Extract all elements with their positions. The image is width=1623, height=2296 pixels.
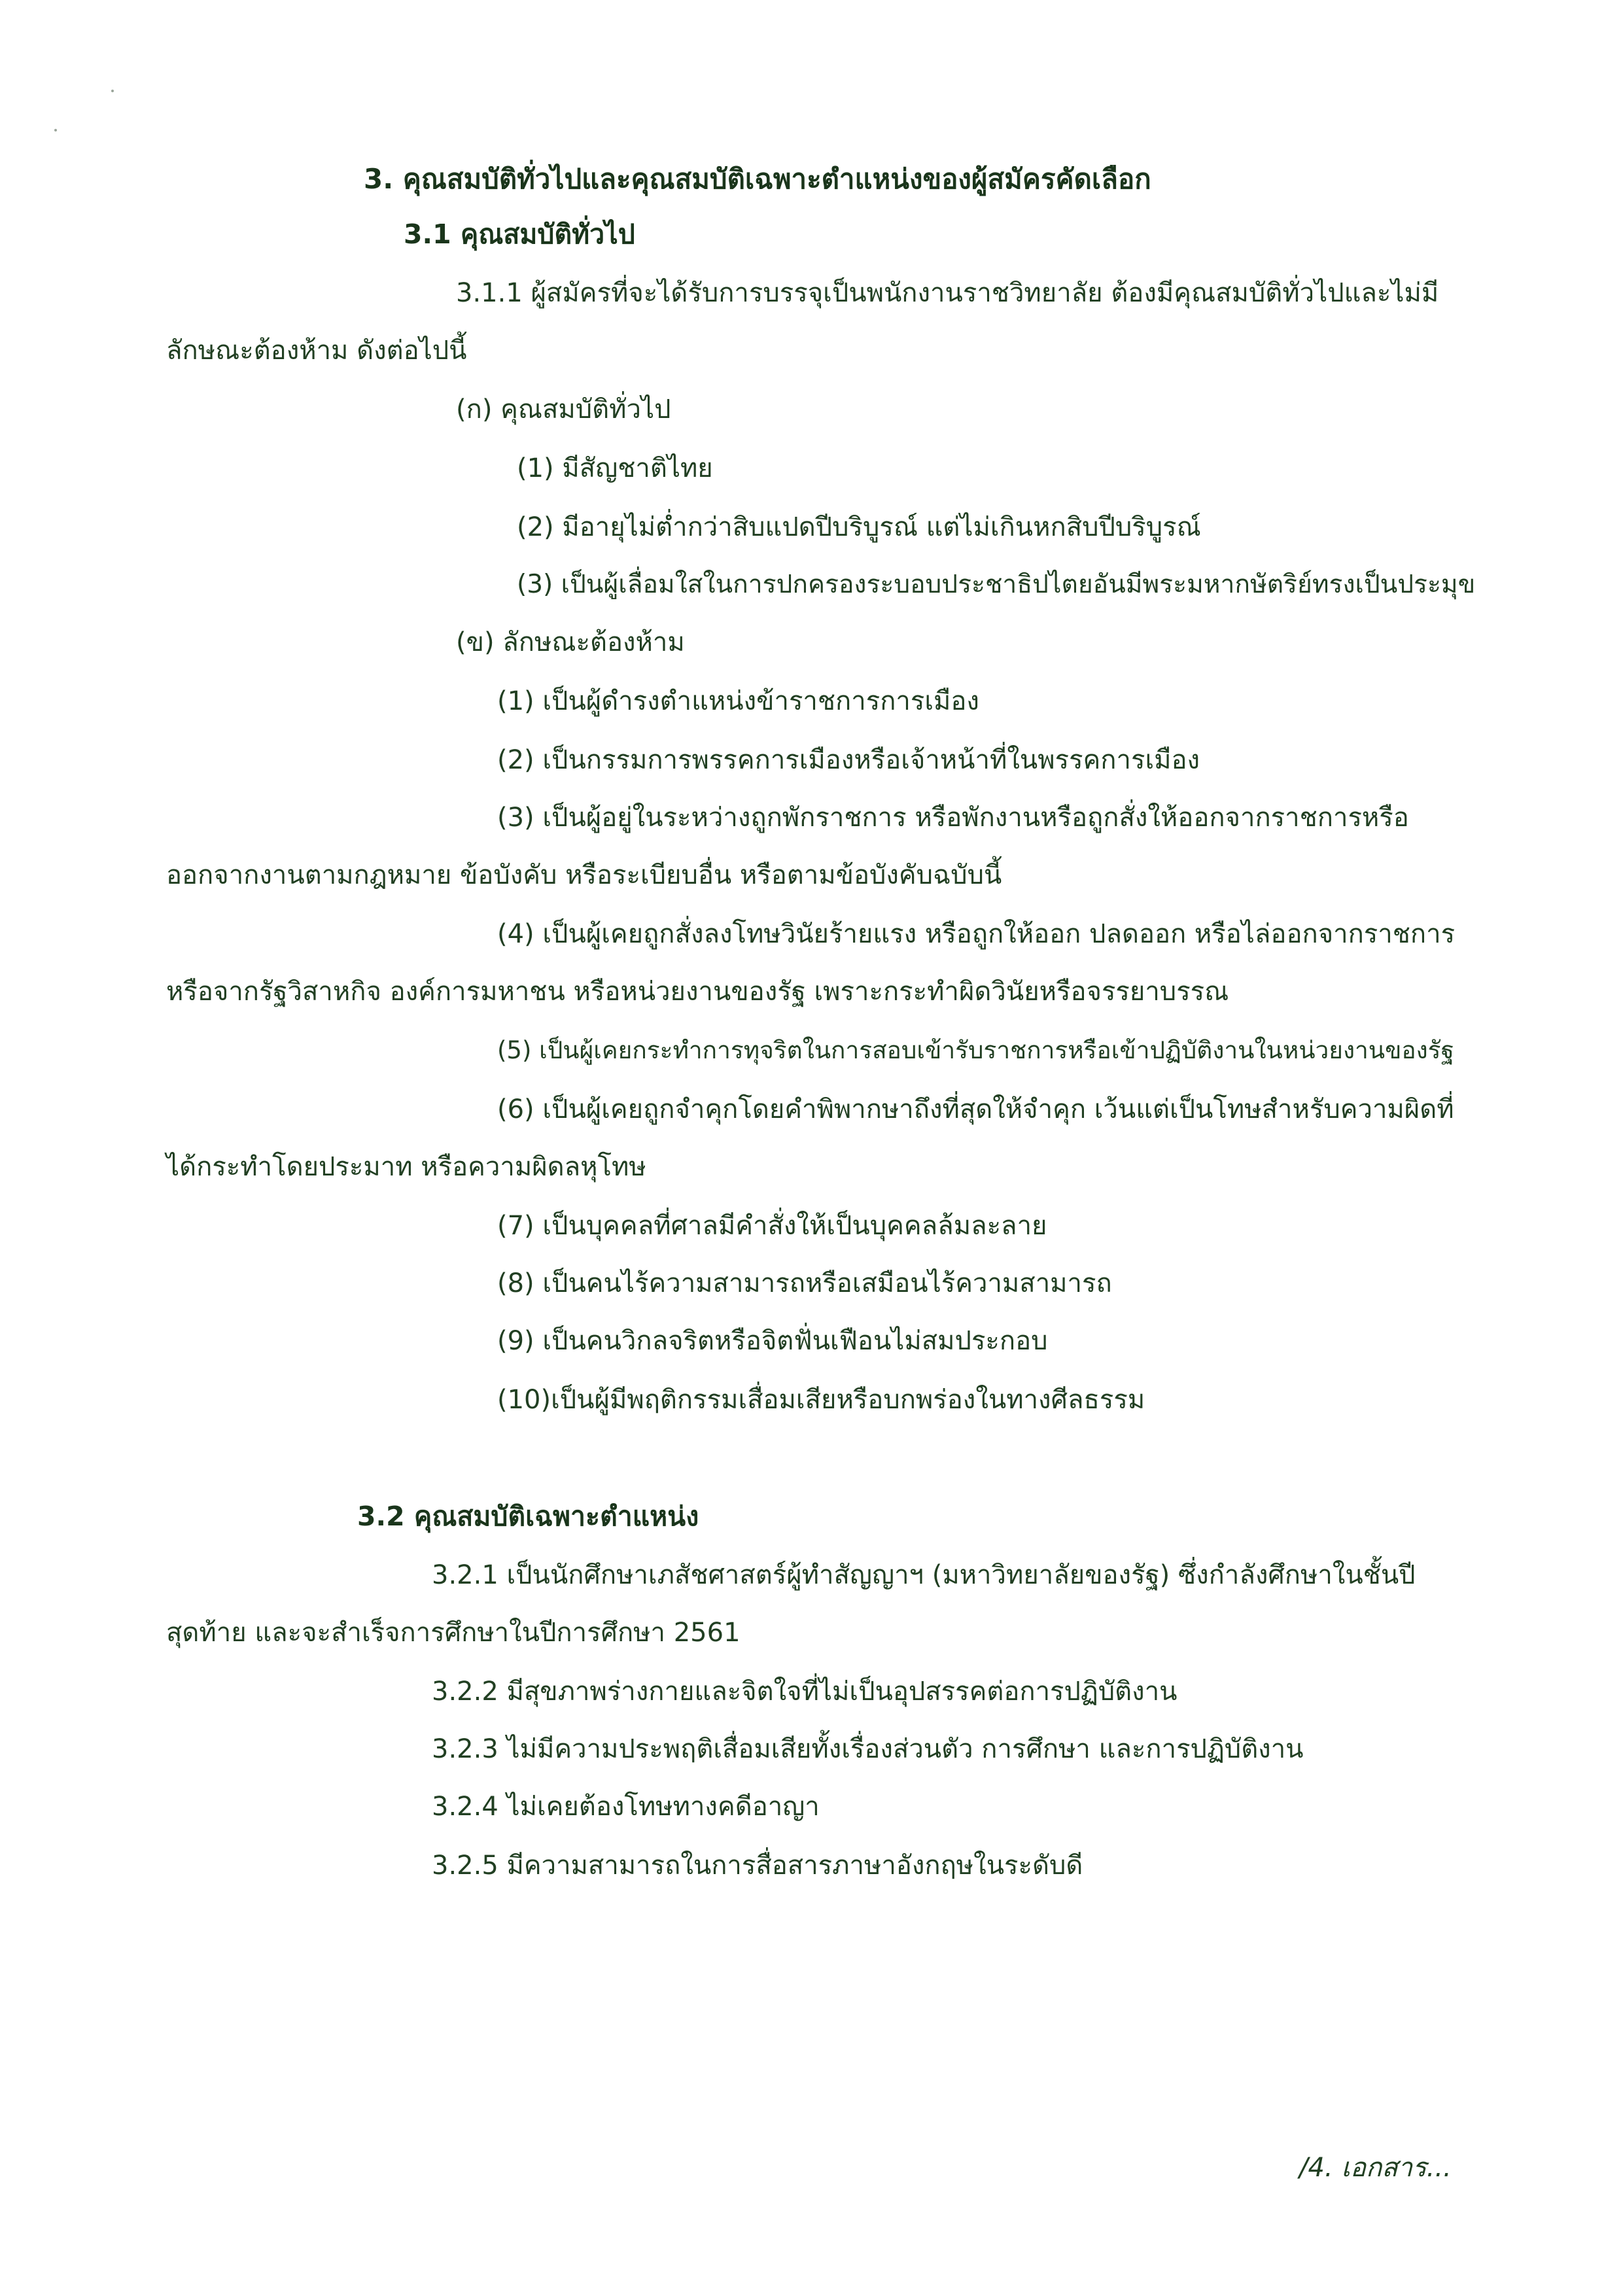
clause-3-2-1-line2: สุดท้าย และจะสำเร็จการศึกษาในปีการศึกษา 2561	[166, 1618, 741, 1648]
scan-speck	[111, 90, 114, 92]
group-a-item-3: (3) เป็นผู้เลื่อมใสในการปกครองระบอบประชาธิปไตยอันมีพระมหากษัตริย์ทรงเป็นประมุข	[517, 570, 1476, 599]
group-b-item-4-line2: หรือจากรัฐวิสาหกิจ องค์การมหาชน หรือหน่วยงานของรัฐ เพราะกระทำผิดวินัยหรือจรรยาบรรณ	[166, 977, 1229, 1007]
clause-3-2-1-line1: 3.2.1 เป็นนักศึกษาเภสัชศาสตร์ผู้ทำสัญญาฯ (มหาวิทยาลัยของรัฐ) ซึ่งกำลังศึกษาในชั้นปี	[432, 1560, 1416, 1590]
group-a-item-1: (1) มีสัญชาติไทย	[517, 453, 713, 483]
group-b-item-7: (7) เป็นบุคคลที่ศาลมีคำสั่งให้เป็นบุคคลล้มละลาย	[497, 1211, 1047, 1241]
section-3-heading: 3. คุณสมบัติทั่วไปและคุณสมบัติเฉพาะตำแหน่งของผู้สมัครคัดเลือก	[364, 163, 1151, 195]
group-a-item-2: (2) มีอายุไม่ต่ำกว่าสิบแปดปีบริบูรณ์ แต่ไม่เกินหกสิบปีบริบูรณ์	[517, 512, 1201, 542]
group-b-item-9: (9) เป็นคนวิกลจริตหรือจิตฟั่นเฟือนไม่สมประกอบ	[497, 1326, 1048, 1356]
continuation-marker: /4. เอกสาร...	[1299, 2153, 1452, 2183]
group-b-item-10: (10)เป็นผู้มีพฤติกรรมเสื่อมเสียหรือบกพร่องในทางศีลธรรม	[497, 1385, 1145, 1415]
group-b-label: (ข) ลักษณะต้องห้าม	[456, 627, 685, 657]
clause-3-2-3: 3.2.3 ไม่มีความประพฤติเสื่อมเสียทั้งเรื่องส่วนตัว การศึกษา และการปฏิบัติงาน	[432, 1734, 1304, 1764]
group-b-item-2: (2) เป็นกรรมการพรรคการเมืองหรือเจ้าหน้าที่ในพรรคการเมือง	[497, 745, 1200, 775]
clause-3-1-1-line1: 3.1.1 ผู้สมัครที่จะได้รับการบรรจุเป็นพนักงานราชวิทยาลัย ต้องมีคุณสมบัติทั่วไปและไม่มี	[456, 278, 1439, 308]
group-b-item-4-line1: (4) เป็นผู้เคยถูกสั่งลงโทษวินัยร้ายแรง หรือถูกให้ออก ปลดออก หรือไล่ออกจากราชการ	[497, 919, 1456, 949]
clause-3-2-4: 3.2.4 ไม่เคยต้องโทษทางคดีอาญา	[432, 1792, 820, 1822]
clause-3-1-1-line2: ลักษณะต้องห้าม ดังต่อไปนี้	[166, 336, 467, 366]
section-3-2-heading: 3.2 คุณสมบัติเฉพาะตำแหน่ง	[357, 1501, 699, 1532]
group-a-label: (ก) คุณสมบัติทั่วไป	[456, 394, 671, 425]
clause-3-2-5: 3.2.5 มีความสามารถในการสื่อสารภาษาอังกฤษในระดับดี	[432, 1851, 1083, 1881]
group-b-item-6-line1: (6) เป็นผู้เคยถูกจำคุกโดยคำพิพากษาถึงที่สุดให้จำคุก เว้นแต่เป็นโทษสำหรับความผิดที่	[497, 1094, 1454, 1124]
group-b-item-6-line2: ได้กระทำโดยประมาท หรือความผิดลหุโทษ	[166, 1152, 646, 1182]
clause-3-2-2: 3.2.2 มีสุขภาพร่างกายและจิตใจที่ไม่เป็นอุปสรรคต่อการปฏิบัติงาน	[432, 1677, 1178, 1707]
group-b-item-8: (8) เป็นคนไร้ความสามารถหรือเสมือนไร้ความสามารถ	[497, 1268, 1112, 1298]
scan-speck	[54, 129, 57, 131]
group-b-item-1: (1) เป็นผู้ดำรงตำแหน่งข้าราชการการเมือง	[497, 686, 979, 716]
group-b-item-3-line1: (3) เป็นผู้อยู่ในระหว่างถูกพักราชการ หรือพักงานหรือถูกสั่งให้ออกจากราชการหรือ	[497, 803, 1409, 833]
group-b-item-5: (5) เป็นผู้เคยกระทำการทุจริตในการสอบเข้ารับราชการหรือเข้าปฏิบัติงานในหน่วยงานของรัฐ	[497, 1036, 1454, 1064]
group-b-item-3-line2: ออกจากงานตามกฎหมาย ข้อบังคับ หรือระเบียบอื่น หรือตามข้อบังคับฉบับนี้	[166, 860, 1002, 890]
section-3-1-heading: 3.1 คุณสมบัติทั่วไป	[404, 218, 635, 250]
